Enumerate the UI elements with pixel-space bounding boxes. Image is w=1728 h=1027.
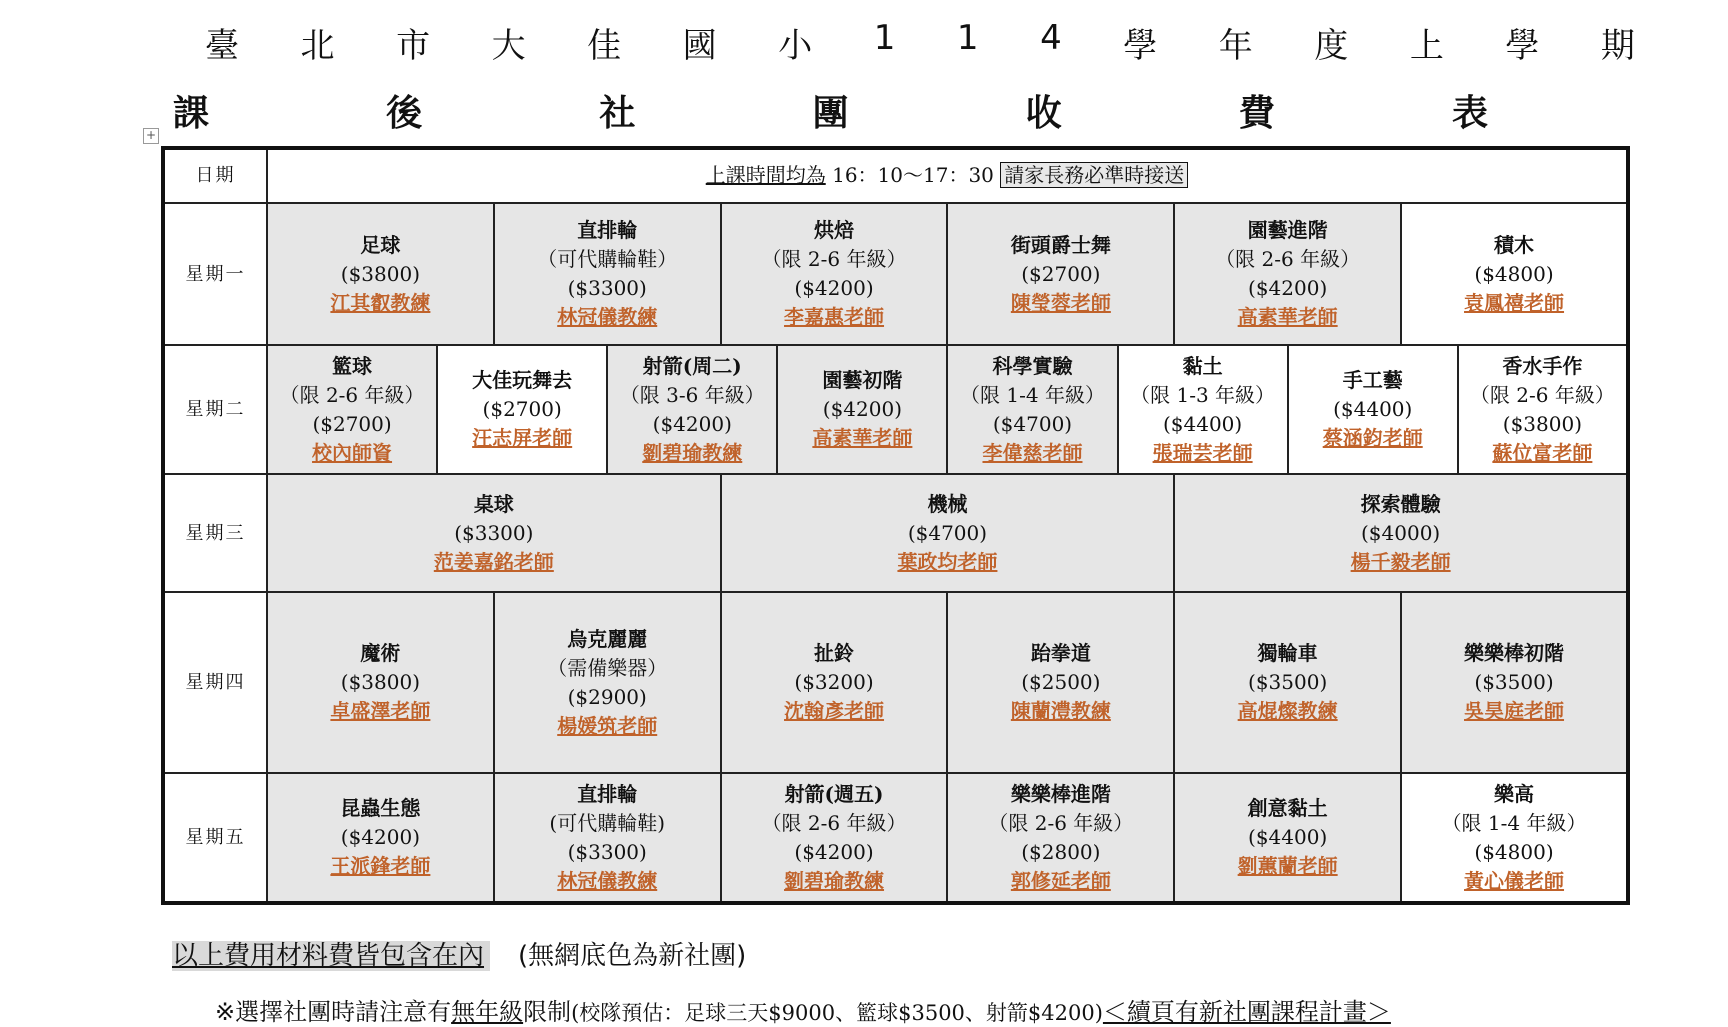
- club-teacher: 沈翰彥老師: [784, 699, 885, 724]
- club-detail: （限 3-6 年級）: [619, 382, 765, 407]
- club-teacher: 李嘉惠老師: [784, 305, 885, 329]
- club-detail: ($3800): [340, 670, 421, 695]
- club-name: 烏克麗麗: [567, 626, 648, 651]
- title-char: 表: [1451, 93, 1488, 134]
- club-detail: ($2500): [1021, 670, 1101, 695]
- time-value: 16：10～17：30: [832, 163, 994, 188]
- club-teacher: 高素華老師: [812, 426, 913, 451]
- club-teacher: 高素華老師: [1237, 305, 1338, 329]
- club-teacher: 江其叡教練: [330, 290, 431, 315]
- day-label: 星期一: [163, 203, 267, 346]
- title-char: 1: [873, 18, 896, 58]
- club-detail: （限 2-6 年級）: [761, 810, 907, 835]
- club-detail: ($4200): [340, 825, 421, 850]
- club-cell: [267, 592, 494, 773]
- title-char: 團: [812, 93, 849, 134]
- club-cell: [267, 474, 721, 592]
- club-detail: （可代購輪鞋）: [537, 247, 678, 271]
- club-detail: （限 2-6 年級）: [1469, 382, 1615, 407]
- day-label: 星期四: [163, 592, 267, 773]
- team-estimate: (校隊預估：足球三天$9000、籃球$3500、射箭$4200): [571, 1001, 1103, 1025]
- title-char: 後: [386, 93, 423, 134]
- club-name: 昆蟲生態: [340, 796, 421, 821]
- club-cell: [1401, 773, 1628, 903]
- club-name: 射箭(週五): [784, 781, 884, 806]
- club-detail: （需備樂器）: [547, 655, 668, 680]
- club-detail: ($4200): [1248, 276, 1328, 300]
- title-char: 臺: [205, 26, 239, 66]
- club-name: 足球: [360, 232, 401, 257]
- club-detail: ($3200): [794, 670, 874, 695]
- time-prefix: 上課時間均為: [705, 163, 826, 188]
- club-detail: ($4200): [794, 276, 874, 300]
- club-cell: [267, 345, 437, 474]
- club-teacher: 林冠儀教練: [557, 305, 658, 329]
- club-teacher: 李偉慈老師: [982, 440, 1083, 465]
- club-cell: [1118, 345, 1288, 474]
- club-detail: ($4200): [652, 411, 732, 436]
- club-cell: [267, 773, 494, 903]
- club-cell: [1174, 203, 1401, 346]
- club-cell: [721, 203, 948, 346]
- club-name: 街頭爵士舞: [1010, 232, 1111, 257]
- title-char: 小: [778, 26, 813, 66]
- title-char: 國: [682, 26, 717, 66]
- club-cell: [267, 203, 494, 346]
- title-char: 度: [1314, 26, 1349, 66]
- club-detail: ($4200): [822, 397, 902, 422]
- club-name: 樂樂棒進階: [1010, 781, 1111, 806]
- next-page-note: ＜續頁有新社團課程計畫＞: [1102, 998, 1391, 1026]
- club-teacher: 劉碧瑜教練: [642, 440, 743, 465]
- club-name: 直排輪: [577, 781, 638, 806]
- club-teacher: 陳瑩蓉老師: [1010, 290, 1111, 315]
- club-cell: [494, 773, 721, 903]
- club-name: 樂高: [1494, 781, 1535, 806]
- club-detail: ($2900): [567, 684, 647, 709]
- club-teacher: 林冠儀教練: [557, 868, 658, 893]
- club-cell: [1458, 345, 1628, 474]
- club-cell: [947, 592, 1174, 773]
- club-detail: ($4000): [1361, 520, 1441, 545]
- title-line-2: [173, 85, 1488, 136]
- club-teacher: 范姜嘉銘老師: [433, 549, 554, 574]
- club-detail: ($3800): [340, 261, 421, 286]
- date-header: 日期: [163, 148, 267, 203]
- club-name: 直排輪: [577, 218, 638, 242]
- club-teacher: 郭修延老師: [1010, 868, 1111, 893]
- club-teacher: 汪志屏老師: [472, 426, 573, 451]
- club-name: 黏土: [1182, 353, 1223, 378]
- club-detail: ($4400): [1248, 825, 1328, 850]
- club-cell: [1288, 345, 1458, 474]
- club-name: 跆拳道: [1030, 641, 1091, 666]
- club-detail: （限 2-6 年級）: [279, 382, 425, 407]
- club-teacher: 蘇位富老師: [1492, 440, 1593, 465]
- club-detail: ($4800): [1474, 839, 1554, 864]
- club-detail: (可代購輪鞋): [549, 810, 666, 835]
- club-cell: [1174, 592, 1401, 773]
- club-detail: （限 1-4 年級）: [1441, 810, 1587, 835]
- title-char: 期: [1600, 26, 1635, 66]
- club-name: 桌球: [473, 491, 514, 516]
- materials-note: 以上費用材料費皆包含在內: [172, 941, 490, 971]
- club-detail: ($3300): [567, 839, 647, 864]
- day-row: [163, 203, 1628, 346]
- club-name: 創意黏土: [1247, 796, 1328, 821]
- club-teacher: 楊千毅老師: [1350, 549, 1451, 574]
- club-name: 烘焙: [814, 218, 855, 242]
- club-detail: ($4700): [992, 411, 1073, 436]
- day-label: 星期五: [163, 773, 267, 903]
- club-name: 魔術: [360, 641, 401, 666]
- day-row: [163, 474, 1628, 592]
- title-char: 1: [956, 18, 979, 58]
- club-teacher: 黃心儀老師: [1464, 868, 1565, 893]
- title-char: 4: [1040, 18, 1062, 58]
- title-line-1: [205, 18, 1635, 67]
- club-teacher: 張瑞芸老師: [1152, 440, 1253, 465]
- club-detail: （限 2-6 年級）: [761, 247, 907, 271]
- club-detail: ($2700): [312, 411, 392, 436]
- materials-note-line: [172, 935, 746, 972]
- title-char: 學: [1505, 26, 1540, 66]
- title-char: 北: [300, 26, 335, 66]
- title-char: 市: [396, 26, 431, 66]
- club-detail: ($4400): [1162, 411, 1243, 436]
- club-name: 積木: [1494, 232, 1535, 257]
- warning-prefix: ※選擇社團時請注意有: [215, 998, 452, 1026]
- club-cell: [1401, 592, 1628, 773]
- title-char: 年: [1218, 26, 1253, 66]
- club-cell: [721, 592, 948, 773]
- fee-table: [161, 146, 1630, 905]
- club-name: 樂樂棒初階: [1464, 641, 1565, 666]
- club-cell: [1401, 203, 1628, 346]
- club-name: 扯鈴: [814, 641, 855, 666]
- day-label: 星期三: [163, 474, 267, 592]
- club-detail: ($4800): [1474, 261, 1554, 286]
- club-detail: ($3500): [1474, 670, 1554, 695]
- club-detail: ($2700): [482, 397, 562, 422]
- club-teacher: 卓盛澤老師: [330, 699, 431, 724]
- club-detail: ($4700): [907, 520, 988, 545]
- club-cell: [1174, 474, 1628, 592]
- club-name: 射箭(周二): [642, 353, 742, 378]
- club-teacher: 蔡涵鈞老師: [1322, 426, 1423, 451]
- title-char: 學: [1123, 26, 1158, 66]
- club-detail: ($3800): [1502, 411, 1582, 436]
- day-row: [163, 592, 1628, 773]
- club-cell: [721, 474, 1175, 592]
- club-name: 手工藝: [1342, 368, 1403, 393]
- club-detail: ($4400): [1333, 397, 1413, 422]
- club-teacher: 吳昊庭老師: [1464, 699, 1565, 724]
- header-row: [163, 148, 1628, 203]
- pickup-notice: 請家長務必準時接送: [1000, 162, 1188, 188]
- table-move-handle-icon[interactable]: +: [143, 128, 159, 144]
- club-detail: （限 2-6 年級）: [1215, 247, 1361, 271]
- warning-line: [215, 992, 1391, 1027]
- club-name: 園藝進階: [1247, 218, 1328, 242]
- club-cell: [437, 345, 607, 474]
- club-detail: ($2800): [1021, 839, 1101, 864]
- club-teacher: 劉蕙蘭老師: [1237, 854, 1338, 879]
- time-header: [267, 148, 1628, 203]
- club-teacher: 袁鳳禧老師: [1464, 290, 1565, 315]
- title-char: 上: [1409, 26, 1444, 66]
- club-cell: [721, 773, 948, 903]
- title-char: 佳: [587, 26, 622, 66]
- club-detail: ($3500): [1248, 670, 1328, 695]
- club-detail: （限 1-3 年級）: [1130, 382, 1276, 407]
- title-char: 社: [599, 93, 636, 134]
- club-cell: [607, 345, 777, 474]
- club-cell: [947, 203, 1174, 346]
- warning-limit: 限制: [523, 998, 572, 1026]
- club-detail: （限 1-4 年級）: [960, 382, 1105, 407]
- club-detail: ($3300): [454, 520, 534, 545]
- new-club-note: (無網底色為新社團): [518, 941, 747, 971]
- club-name: 機械: [927, 491, 968, 516]
- club-cell: [494, 203, 721, 346]
- club-detail: ($2700): [1021, 261, 1101, 286]
- club-name: 探索體驗: [1360, 491, 1441, 516]
- club-detail: ($4200): [794, 839, 874, 864]
- day-row: [163, 773, 1628, 903]
- club-name: 園藝初階: [822, 368, 903, 393]
- title-char: 收: [1025, 93, 1062, 134]
- club-teacher: 劉碧瑜教練: [784, 868, 885, 893]
- club-teacher: 葉政均老師: [897, 549, 998, 574]
- club-name: 科學實驗: [992, 353, 1073, 378]
- title-char: 大: [491, 26, 526, 66]
- club-cell: [777, 345, 947, 474]
- club-detail: （限 2-6 年級）: [988, 810, 1134, 835]
- club-cell: [1174, 773, 1401, 903]
- club-cell: [494, 592, 721, 773]
- club-detail: ($3300): [567, 276, 647, 300]
- club-name: 香水手作: [1502, 353, 1583, 378]
- club-cell: [947, 345, 1117, 474]
- day-row: [163, 345, 1628, 474]
- club-name: 籃球: [332, 353, 373, 378]
- club-teacher: 校內師資: [312, 440, 393, 465]
- club-name: 獨輪車: [1257, 641, 1318, 666]
- club-name: 大佳玩舞去: [472, 368, 573, 393]
- club-teacher: 王派鋒老師: [330, 854, 431, 879]
- title-char: 費: [1238, 93, 1275, 134]
- club-teacher: 陳蘭澧教練: [1010, 699, 1111, 724]
- warning-grade: 無年級: [451, 998, 524, 1026]
- club-teacher: 高焜燦教練: [1237, 699, 1338, 724]
- title-char: 課: [173, 93, 210, 134]
- day-label: 星期二: [163, 345, 267, 474]
- club-teacher: 楊媛筑老師: [557, 713, 658, 738]
- club-cell: [947, 773, 1174, 903]
